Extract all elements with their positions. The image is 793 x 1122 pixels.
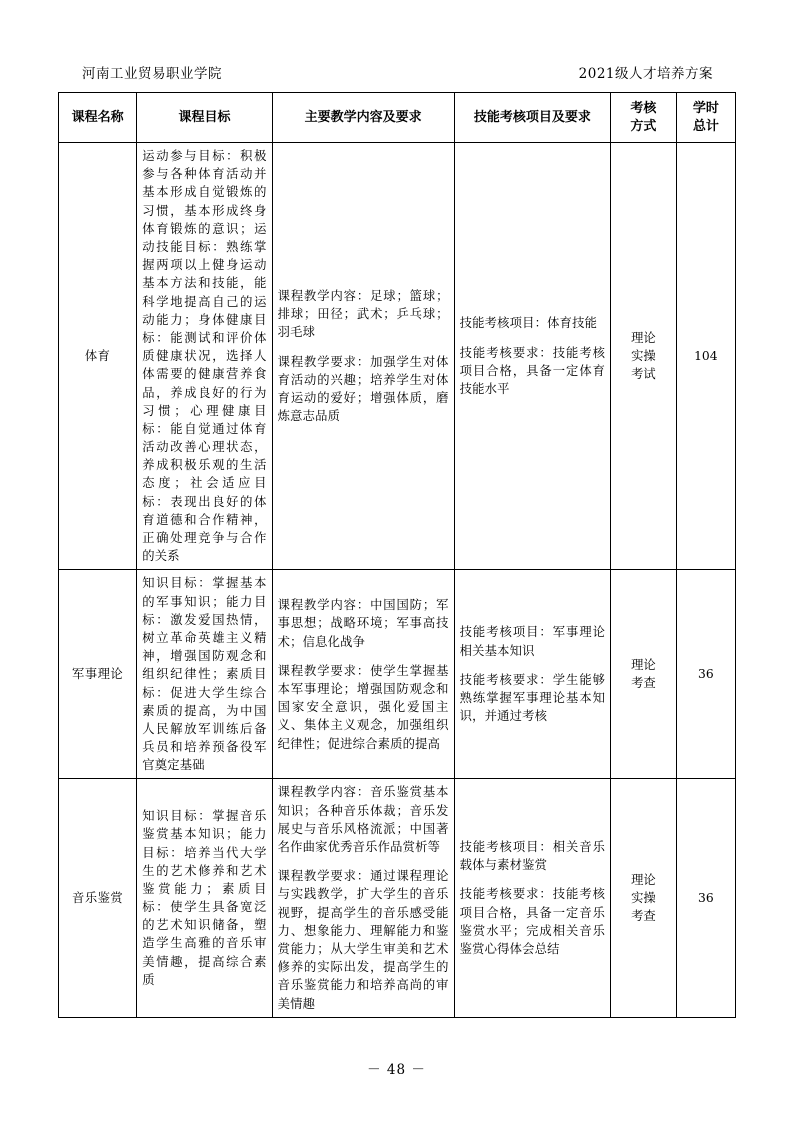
teaching-content-paragraph: 课程教学内容：足球；篮球；排球；田径；武术；乒乓球；羽毛球 [277,289,449,340]
assessment-item-paragraph: 技能考核项目：相关音乐载体与素材鉴赏 [459,840,606,873]
table-header-row [59,93,736,143]
skill-assessment [454,779,611,1017]
teaching-content [272,779,454,1017]
assessment-method-text-2: 考查 [631,676,656,691]
assessment-requirement-paragraph: 技能考核要求：技能考核项目合格，具备一定音乐鉴赏水平；完成相关音乐鉴赏心得体会总结 [459,887,606,956]
skill-assessment [454,143,611,570]
assessment-method-text-2: 实操 [631,891,656,905]
total-hours-line-1: 学时 [692,101,719,116]
assessment-method-text-1: 理论 [631,872,656,887]
total-hours-line-2: 总计 [692,118,719,134]
page-number: － 48 － [367,1062,426,1078]
assessment-item-paragraph: 技能考核项目：体育技能 [459,316,598,331]
course-name: 音乐鉴赏 [59,779,137,1017]
teaching-content-paragraph: 课程教学内容：音乐鉴赏基本知识；各种音乐体裁；音乐发展史与音乐风格流派；中国著名作曲家优秀音乐作品赏析等 [277,785,449,855]
table-row [59,779,736,1017]
assessment-item-paragraph: 技能考核项目：军事理论相关基本知识 [459,625,606,658]
column-header-total-hours [676,93,735,143]
curriculum-table [58,92,736,1018]
page-header [58,62,735,82]
column-header-teaching-content: 主要教学内容及要求 [272,93,454,143]
assessment-method [611,143,677,570]
course-name: 军事理论 [59,570,137,779]
assessment-requirement-paragraph: 技能考核要求：技能考核项目合格，具备一定体育技能水平 [459,345,606,396]
teaching-requirement-paragraph: 课程教学要求：使学生掌握基本军事理论；增强国防观念和国家安全意识，强化爱国主义、集体主义观念，加强组织纪律性；促进综合素质的提高 [277,663,449,751]
table-row [59,143,736,570]
table-row [59,570,736,779]
teaching-content [272,570,454,779]
assessment-method-line-2: 方式 [630,118,657,134]
column-header-course-name: 课程名称 [59,93,137,143]
total-hours: 36 [676,779,735,1017]
page-footer [0,1058,793,1078]
teaching-requirement-paragraph: 课程教学要求：通过课程理论与实践教学，扩大学生的音乐视野，提高学生的音乐感受能力、想象能力、理解能力和鉴赏能力；从大学生审美和艺术修养的实际出发，提高学生的音乐鉴赏能力和培养高尚的审美情趣 [277,869,449,1011]
column-header-skill-assessment: 技能考核项目及要求 [454,93,611,143]
header-institution: 河南工业贸易职业学院 [82,66,222,82]
course-name: 体育 [59,143,137,570]
teaching-content-paragraph: 课程教学内容：中国国防；军事思想；战略环境；军事高技术；信息化战争 [277,598,449,649]
total-hours: 36 [676,570,735,779]
teaching-requirement-paragraph: 课程教学要求：加强学生对体育活动的兴趣；培养学生对体育运动的爱好；增强体质，磨炼意志品质 [277,354,449,424]
assessment-method-text-1: 理论 [631,330,656,345]
assessment-method-line-1: 考核 [630,101,657,116]
course-goal: 知识目标：掌握基本的军事知识；能力目标：激发爱国热情，树立革命英雄主义精神，增强国防观念和组织纪律性；素质目标：促进大学生综合素质的提高，为中国人民解放军训练后备兵员和培养预备役军官奠定基础 [137,570,272,779]
course-goal: 运动参与目标：积极参与各种体育活动并基本形成自觉锻炼的习惯，基本形成终身体育锻炼的意识；运动技能目标：熟练掌握两项以上健身运动基本方法和技能，能科学地提高自己的运动能力；身体健康目标：能测试和评价体质健康状况，选择人体需要的健康营养食品，养成良好的行为习惯；心理健康目标：能自觉通过体育活动改善心理状态，养成积极乐观的生活态度；社会适应目标：表现出良好的体育道德和合作精神，正确处理竞争与合作的关系 [137,143,272,570]
assessment-method-text-3: 考查 [631,909,656,924]
skill-assessment [454,570,611,779]
assessment-requirement-paragraph: 技能考核要求：学生能够熟练掌握军事理论基本知识，并通过考核 [459,672,606,724]
column-header-assessment-method [611,93,677,143]
assessment-method [611,779,677,1017]
teaching-content [272,143,454,570]
assessment-method-text-1: 理论 [631,658,656,673]
total-hours: 104 [676,143,735,570]
assessment-method [611,570,677,779]
header-document-title: 2021级人才培养方案 [578,66,713,82]
course-goal: 知识目标：掌握音乐鉴赏基本知识；能力目标：培养当代大学生的艺术修养和艺术鉴赏能力；素质目标：使学生具备宽泛的艺术知识储备，塑造学生高雅的音乐审美情趣，提高综合素质 [137,779,272,1017]
assessment-method-text-2: 实操 [631,349,656,364]
column-header-course-goal: 课程目标 [137,93,272,143]
assessment-method-text-3: 考试 [631,367,656,382]
